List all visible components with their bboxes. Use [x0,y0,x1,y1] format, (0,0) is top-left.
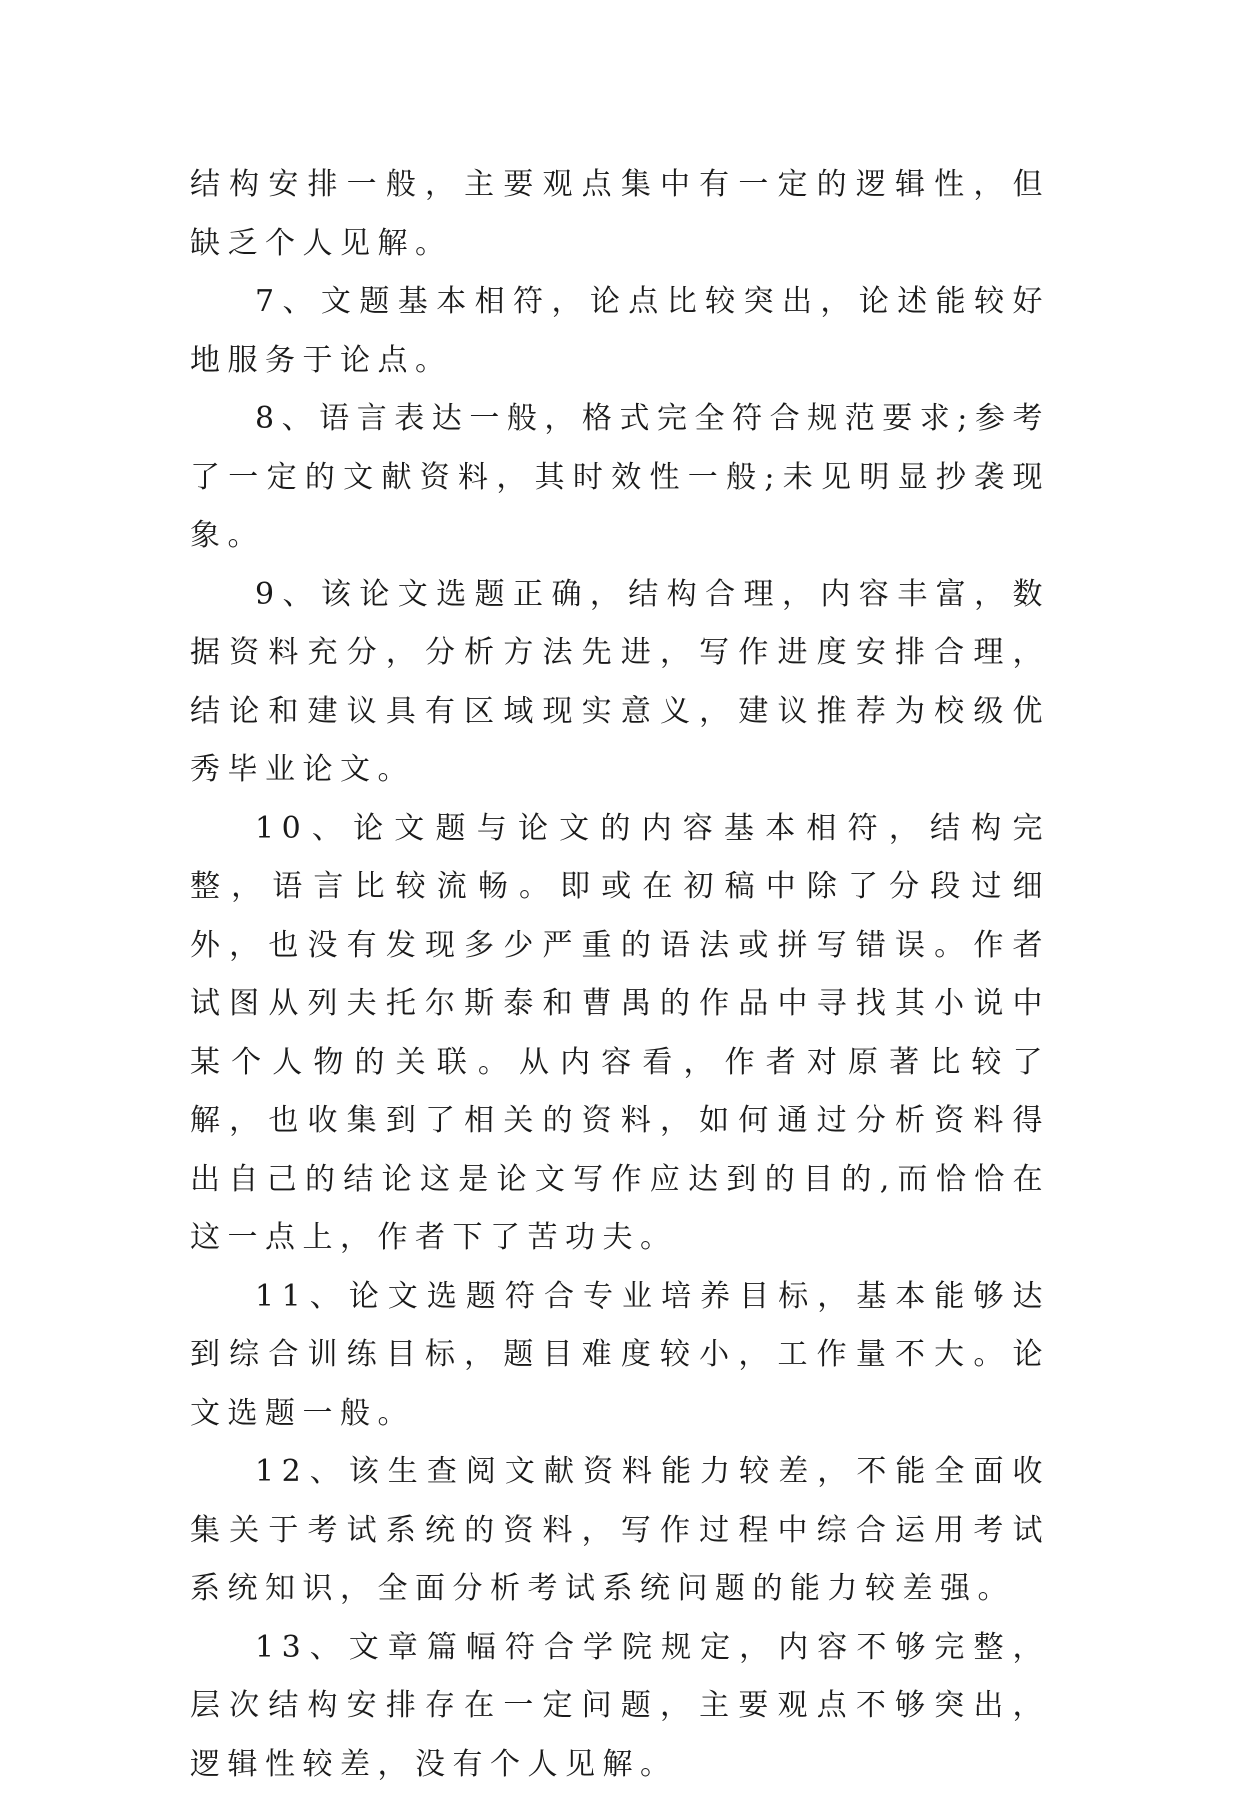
paragraph-continuation: 结构安排一般，主要观点集中有一定的逻辑性，但缺乏个人见解。 [190,156,1050,273]
paragraph-item-7: 7、文题基本相符，论点比较突出，论述能较好地服务于论点。 [190,273,1050,390]
paragraph-item-12: 12、该生查阅文献资料能力较差，不能全面收集关于考试系统的资料，写作过程中综合运用考试系统知识，全面分析考试系统问题的能力较差强。 [190,1443,1050,1619]
paragraph-item-9: 9、该论文选题正确，结构合理，内容丰富，数据资料充分，分析方法先进，写作进度安排合理，结论和建议具有区域现实意义，建议推荐为校级优秀毕业论文。 [190,566,1050,800]
paragraph-item-10: 10、论文题与论文的内容基本相符，结构完整，语言比较流畅。即或在初稿中除了分段过细外，也没有发现多少严重的语法或拼写错误。作者试图从列夫托尔斯泰和曹禺的作品中寻找其小说中某个人物的关联。从内容看，作者对原著比较了解，也收集到了相关的资料，如何通过分析资料得出自己的结论这是论文写作应达到的目的,而恰恰在这一点上，作者下了苦功夫。 [190,800,1050,1268]
paragraph-item-13: 13、文章篇幅符合学院规定，内容不够完整，层次结构安排存在一定问题，主要观点不够突出，逻辑性较差，没有个人见解。 [190,1619,1050,1794]
document-body [190,156,1050,1794]
paragraph-item-11: 11、论文选题符合专业培养目标，基本能够达到综合训练目标，题目难度较小，工作量不大。论文选题一般。 [190,1268,1050,1444]
paragraph-item-8: 8、语言表达一般，格式完全符合规范要求;参考了一定的文献资料，其时效性一般;未见明显抄袭现象。 [190,390,1050,566]
